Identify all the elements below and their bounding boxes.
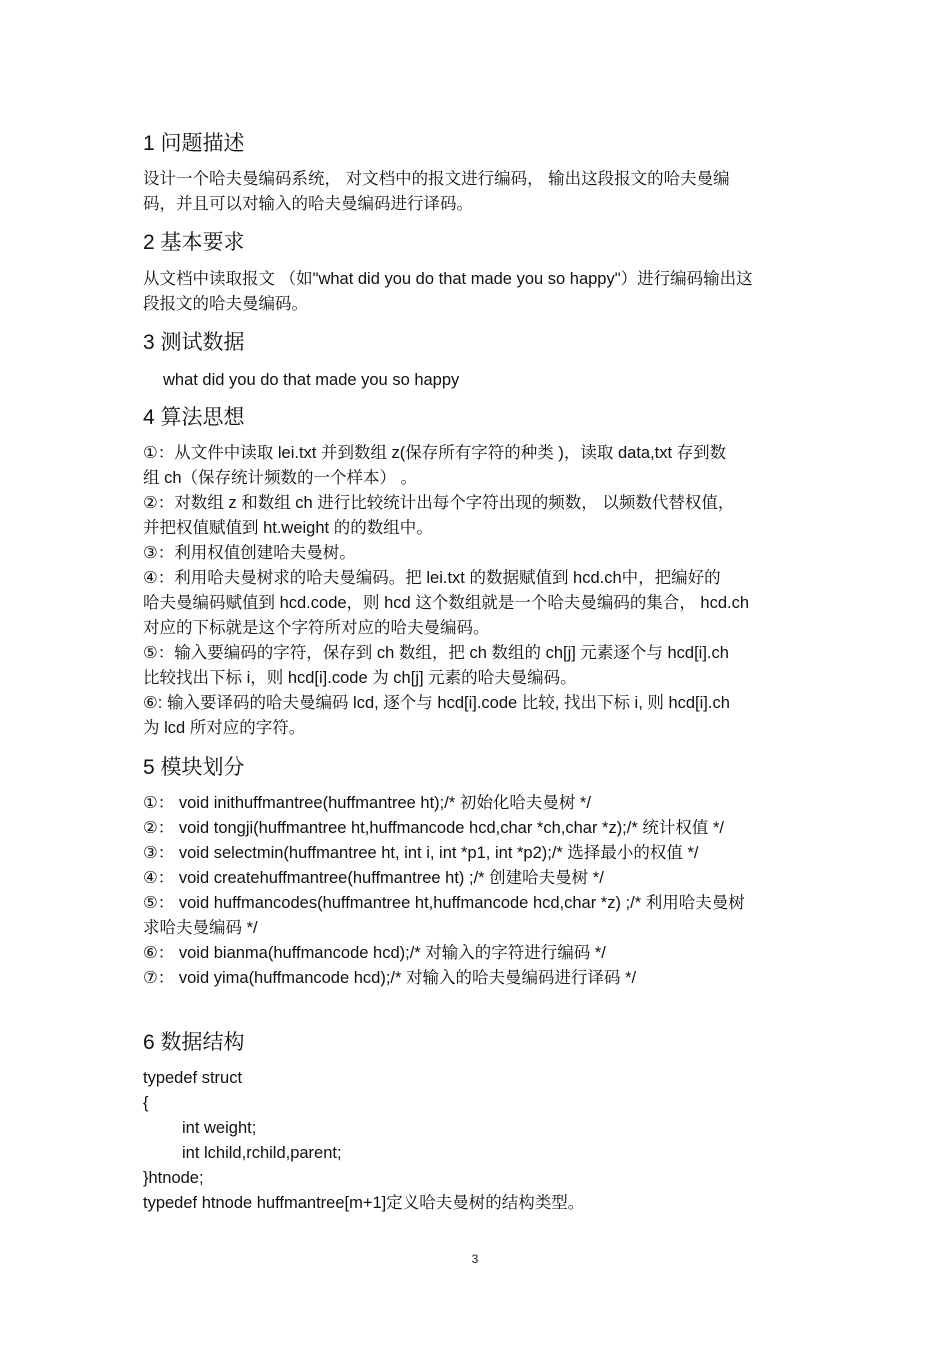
test-data-line: what did you do that made you so happy (163, 371, 460, 389)
paragraph-line: ③：利用权值创建哈夫曼树。 (143, 544, 356, 562)
paragraph-line: 比较找出下标 i，则 hcd[i].code 为 ch[j] 元素的哈夫曼编码。 (143, 669, 577, 687)
section-heading-module-division: 5 模块划分 (143, 756, 245, 779)
paragraph-line: 设计一个哈夫曼编码系统， 对文档中的报文进行编码， 输出这段报文的哈夫曼编 (143, 170, 730, 188)
code-line: { (143, 1094, 149, 1112)
paragraph-line: 从文档中读取报文 （如"what did you do that made you so happy"）进行编码输出这 (143, 270, 753, 288)
section-heading-data-structure: 6 数据结构 (143, 1031, 245, 1054)
module-line: ③： void selectmin(huffmantree ht, int i, int *p1, int *p2);/* 选择最小的权值 */ (143, 844, 699, 862)
paragraph-line: 码，并且可以对输入的哈夫曼编码进行译码。 (143, 195, 473, 213)
paragraph-line: 为 lcd 所对应的字符。 (143, 719, 306, 737)
module-line: 求哈夫曼编码 */ (143, 919, 258, 937)
section-heading-problem-description: 1 问题描述 (143, 132, 245, 155)
paragraph-line: 段报文的哈夫曼编码。 (143, 295, 308, 313)
paragraph-line: ①：从文件中读取 lei.txt 并到数组 z(保存所有字符的种类 )，读取 data,txt 存到数 (143, 444, 727, 462)
module-line: ④： void createhuffmantree(huffmantree ht) ;/* 创建哈夫曼树 */ (143, 869, 604, 887)
module-line: ①： void inithuffmantree(huffmantree ht);/* 初始化哈夫曼树 */ (143, 794, 591, 812)
section-body-module-division (143, 791, 808, 991)
section-body-basic-requirements (143, 267, 808, 317)
code-line: int weight; (182, 1119, 257, 1137)
section-heading-algorithm-idea: 4 算法思想 (143, 406, 245, 429)
code-line: typedef htnode huffmantree[m+1]定义哈夫曼树的结构类型。 (143, 1194, 585, 1212)
paragraph-line: ④：利用哈夫曼树求的哈夫曼编码。把 lei.txt 的数据赋值到 hcd.ch中，把编好的 (143, 569, 721, 587)
section-body-test-data (143, 368, 808, 393)
page-number: 3 (471, 1252, 479, 1266)
paragraph-line: 组 ch（保存统计频数的一个样本） 。 (143, 469, 418, 487)
paragraph-line: 并把权值赋值到 ht.weight 的的数组中。 (143, 519, 433, 537)
paragraph-line: ⑤：输入要编码的字符，保存到 ch 数组，把 ch 数组的 ch[j] 元素逐个与 hcd[i].ch (143, 644, 729, 662)
paragraph-line: 对应的下标就是这个字符所对应的哈夫曼编码。 (143, 619, 490, 637)
code-line: }htnode; (143, 1169, 204, 1187)
module-line: ⑦： void yima(huffmancode hcd);/* 对输入的哈夫曼编码进行译码 */ (143, 969, 637, 987)
paragraph-line: ⑥: 输入要译码的哈夫曼编码 lcd, 逐个与 hcd[i].code 比较, 找出下标 i, 则 hcd[i].ch (143, 694, 730, 712)
paragraph-line: ②：对数组 z 和数组 ch 进行比较统计出每个字符出现的频数， 以频数代替权值， (143, 494, 735, 512)
module-line: ⑥： void bianma(huffmancode hcd);/* 对输入的字符进行编码 */ (143, 944, 606, 962)
paragraph-line: 哈夫曼编码赋值到 hcd.code，则 hcd 这个数组就是一个哈夫曼编码的集合， hcd.ch (143, 594, 750, 612)
code-line: int lchild,rchild,parent; (182, 1144, 342, 1162)
module-line: ②： void tongji(huffmantree ht,huffmancode hcd,char *ch,char *z);/* 统计权值 */ (143, 819, 724, 837)
section-heading-basic-requirements: 2 基本要求 (143, 231, 245, 254)
section-heading-test-data: 3 测试数据 (143, 331, 245, 354)
section-body-algorithm-idea (143, 441, 808, 741)
section-body-data-structure (143, 1066, 808, 1216)
module-line: ⑤： void huffmancodes(huffmantree ht,huffmancode hcd,char *z) ;/* 利用哈夫曼树 (143, 894, 745, 912)
section-body-problem-description (143, 167, 808, 217)
code-line: typedef struct (143, 1069, 243, 1087)
